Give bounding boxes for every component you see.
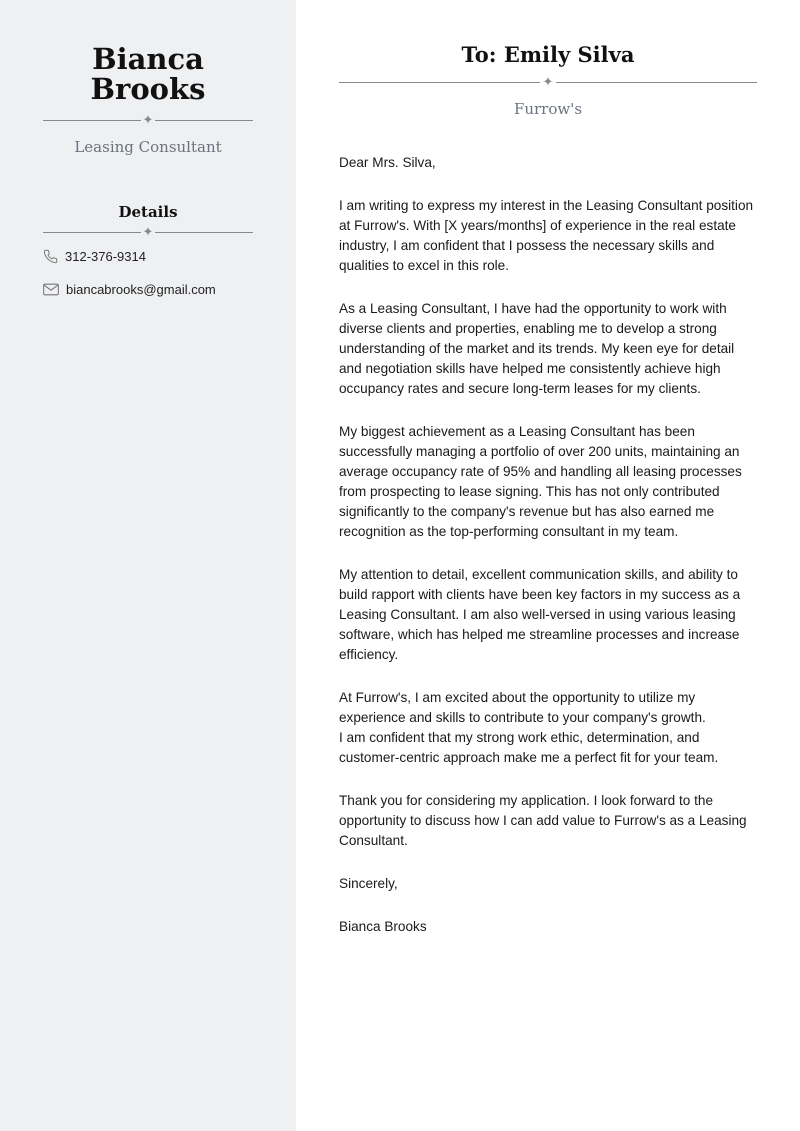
email-address: biancabrooks@gmail.com [66,282,216,297]
candidate-name [0,44,296,104]
paragraph: As a Leasing Consultant, I have had the opportunity to work with diverse clients and properties, enabling me to develop a strong understanding of the market and its trends. My keen eye for detail and negotiation skills have helped me consistently achieve high occupancy rates and secure long-term leases for my clients. [339,301,735,396]
phone-icon [43,249,58,264]
company-name: Furrow's [513,100,583,118]
signature: Bianca Brooks [339,919,427,934]
paragraph: My biggest achievement as a Leasing Consultant has been successfully managing a portfolio of over 200 units, maintaining an average occupancy rate of 95% and handling all leasing processes from prospecting to lease signing. This has not only contributed significantly to the company's revenue but has also earned me recognition as the top-performing consultant in my team. [339,424,742,539]
paragraph: At Furrow's, I am excited about the opportunity to utilize my experience and skills to contribute to your company's growth. I am confident that my strong work ethic, determination, and customer-centric approach make me a perfect fit for your team. [339,690,719,765]
recipient-heading: To: Emily Silva [461,42,635,67]
job-title: Leasing Consultant [74,138,222,156]
first-name: Bianca [92,42,204,76]
header-divider [339,76,757,88]
sparkle-icon: ✦ [142,224,154,239]
email-item [43,282,216,297]
closing: Sincerely, [339,876,398,891]
details-divider [43,226,253,238]
greeting: Dear Mrs. Silva, [339,155,436,170]
letter-body [339,153,759,960]
details-heading: Details [118,203,178,221]
sparkle-icon: ✦ [542,74,554,89]
phone-item [43,249,146,264]
sparkle-icon: ✦ [142,112,154,127]
phone-number: 312-376-9314 [65,249,146,264]
last-name: Brooks [90,72,206,106]
sidebar [0,0,296,1131]
name-divider [43,114,253,126]
paragraph: My attention to detail, excellent communication skills, and ability to build rapport with clients have been key factors in my success as a Leasing Consultant. I am also well-versed in using various leasing software, which has helped me streamline processes and increase efficiency. [339,567,741,662]
paragraph: Thank you for considering my application. I look forward to the opportunity to discuss how I can add value to Furrow's as a Leasing Consultant. [339,793,747,848]
mail-icon [43,283,59,296]
paragraph: I am writing to express my interest in the Leasing Consultant position at Furrow's. With [X years/months] of experience in the real estate industry, I am confident that I possess the necessary skills and qualities to excel in this role. [339,198,754,273]
